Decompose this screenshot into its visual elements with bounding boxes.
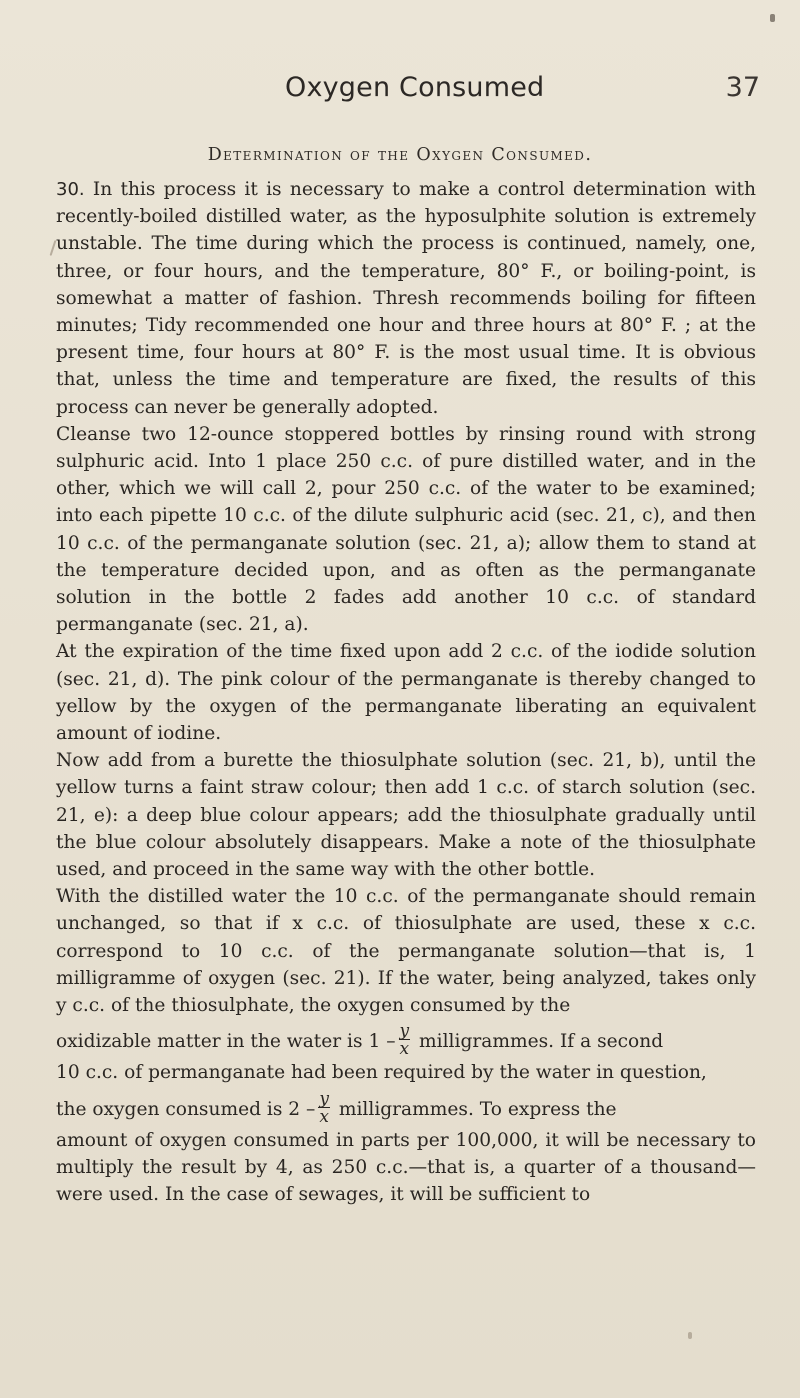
formula-line-1 — [56, 1021, 756, 1060]
fraction-y-over-x — [318, 1088, 330, 1127]
paragraph-text: With the distilled water the 10 c.c. of the permanganate should remain unchanged, so that if x c.c. of thiosulphate are used, these x c.c. correspond to 10 c.c. of the permanganate solution—that is, 1 milligramme of oxygen (sec. 21). If the water, being analyzed, takes only y c.c. of the thiosulphate, the oxygen consumed by the — [56, 886, 756, 1017]
paragraph-burette: Now add from a burette the thiosulphate solution (sec. 21, b), until the yellow turns a faint straw colour; then add 1 c.c. of starch solution (sec. 21, e): a deep blue colour appears; add the thiosulphate gradually until the blue colour absolutely disappears. Make a note of the thiosulphate used, and proceed in the same way with the other bottle. — [56, 750, 756, 881]
fraction-numerator: y — [399, 1021, 410, 1042]
fraction-denominator: x — [399, 1039, 410, 1060]
formula-line-2 — [56, 1088, 756, 1127]
formula-text: the oxygen consumed is 2 – — [56, 1098, 316, 1120]
formula-text: milligrammes. To express the — [332, 1098, 617, 1120]
paragraph-number: 30. — [56, 179, 85, 200]
paragraph-cleanse: Cleanse two 12-ounce stoppered bottles by rinsing round with strong sulphuric acid. Into 1 place 250 c.c. of pure distilled water, and in the other, which we will call 2, pour 250 c.c. of the water to be examined; into each pipette 10 c.c. of the dilute sulphuric acid (sec. 21, c), and then 10 c.c. of the permanganate solution (sec. 21, a); allow them to stand at the temperature decided upon, and as often as the permanganate solution in the bottle 2 fades add another 10 c.c. of standard permanganate (sec. 21, a). — [56, 423, 756, 636]
paragraph-text: amount of oxygen consumed in parts per 100,000, it will be necessary to multiply the result by 4, as 250 c.c.—that is, a quarter of a thousand—were used. In the case of sewages, it will be sufficient to — [56, 1129, 756, 1205]
paragraph-distilled-water — [56, 883, 756, 1208]
page-number: 37 — [725, 72, 760, 103]
fraction-denominator: x — [319, 1106, 329, 1127]
section-heading: Determination of the Oxygen Consumed. — [207, 145, 593, 165]
paragraph-30 — [56, 176, 756, 421]
running-title: Oxygen Consumed — [285, 72, 545, 103]
paragraph-text: In this process it is necessary to make a control determination with recently-boiled distilled water, as the hyposulphite solution is extremely unstable. The time during which the process is continued, namely, one, three, or four hours, and the temperature, 80° F., or boiling-point, is somewhat a matter of fashion. Thresh recommends boiling for fifteen minutes; Tidy recommended one hour and three hours at 80° F. ; at the present time, four hours at 80° F. is the most usual time. It is obvious that, unless the time and temperature are fixed, the results of this process can never be generally adopted. — [56, 179, 756, 418]
paragraph-expiration: At the expiration of the time fixed upon add 2 c.c. of the iodide solution (sec. 21, d). The pink colour of the permanganate is thereby changed to yellow by the oxygen of the permanganate liberating an equivalent amount of iodine. — [56, 641, 756, 745]
print-speck — [770, 14, 775, 22]
body-text — [56, 176, 756, 1208]
fraction-y-over-x — [399, 1021, 411, 1060]
paragraph-text: 10 c.c. of permanganate had been required by the water in question, — [56, 1062, 707, 1084]
formula-text: milligrammes. If a second — [413, 1031, 664, 1053]
fraction-numerator: y — [319, 1088, 329, 1109]
running-head — [0, 72, 800, 112]
print-speck — [688, 1332, 692, 1339]
formula-text: oxidizable matter in the water is 1 – — [56, 1031, 396, 1053]
